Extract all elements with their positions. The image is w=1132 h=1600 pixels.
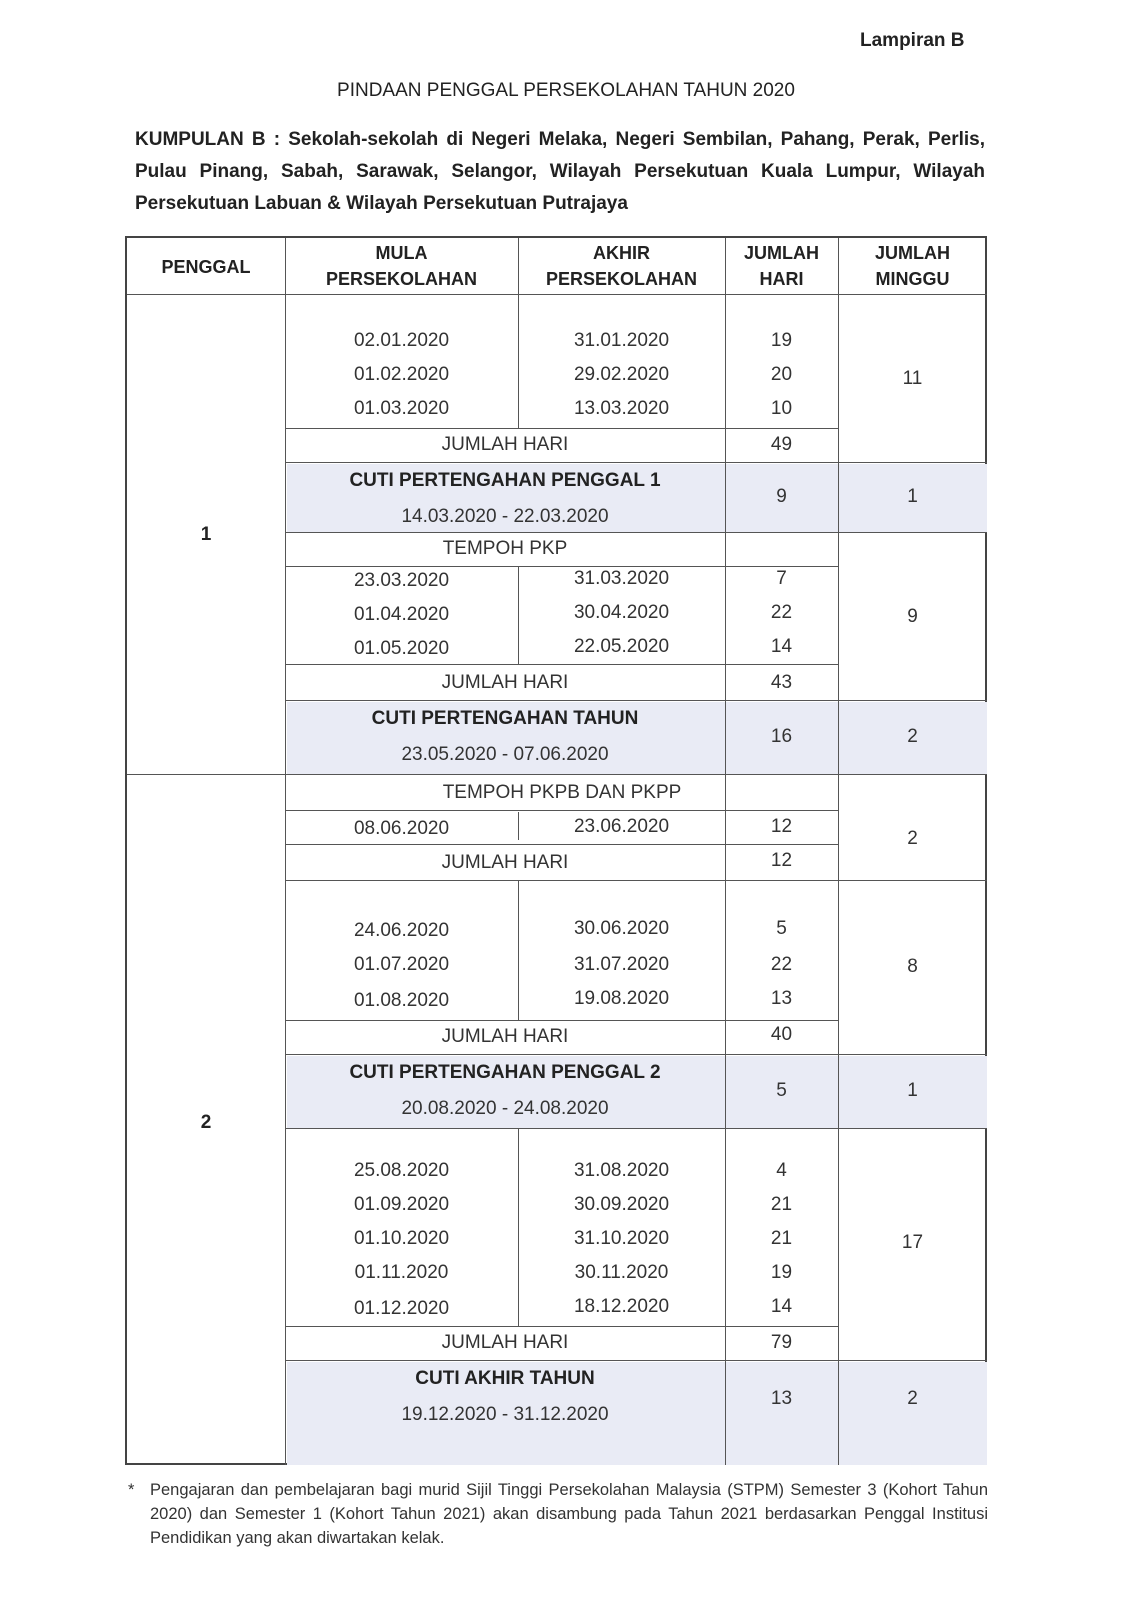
header-mula-line2: PERSEKOLAHAN: [325, 269, 477, 289]
cuti-from: 14.03.2020: [401, 506, 497, 527]
penggal-rule: [127, 774, 987, 775]
jumlah-hari-total: 43: [770, 672, 793, 693]
cuti-title: CUTI PERTENGAHAN PENGGAL 2: [349, 1062, 661, 1083]
cuti-minggu: 2: [907, 1388, 918, 1409]
cuti-dates: [285, 738, 725, 772]
date-mula: 01.07.2020: [353, 954, 450, 975]
date-mula: 24.06.2020: [353, 920, 450, 941]
hari-value: 14: [770, 636, 793, 657]
document-title: PINDAAN PENGGAL PERSEKOLAHAN TAHUN 2020: [337, 80, 795, 101]
jumlah-minggu-value: 17: [901, 1232, 924, 1253]
date-mula: 01.12.2020: [353, 1298, 450, 1319]
date-mula: 01.02.2020: [353, 364, 450, 385]
cuti-hari: 5: [776, 1080, 787, 1101]
date-akhir: 31.10.2020: [573, 1228, 670, 1249]
penggal-2-label: 2: [200, 1112, 212, 1133]
hari-value: 20: [770, 364, 793, 385]
hari-value: 22: [770, 954, 793, 975]
date-mula: 08.06.2020: [353, 818, 450, 839]
cuti-dash: -: [501, 506, 509, 527]
date-akhir: 30.11.2020: [574, 1262, 669, 1283]
date-akhir: 29.02.2020: [573, 364, 670, 385]
cuti-from: 23.05.2020: [401, 744, 497, 765]
cuti-dates: [285, 1092, 725, 1126]
cuti-to: 22.03.2020: [513, 506, 609, 527]
date-mula: 25.08.2020: [353, 1160, 450, 1181]
footnote: [128, 1478, 988, 1550]
cuti-dash: -: [501, 1098, 509, 1119]
date-akhir: 30.04.2020: [573, 602, 670, 623]
footnote-asterisk: *: [128, 1481, 135, 1499]
date-mula: 01.09.2020: [353, 1194, 450, 1215]
header-minggu-line1: JUMLAH: [875, 243, 950, 263]
header-hari-line2: HARI: [759, 269, 804, 289]
jumlah-hari-label: JUMLAH HARI: [441, 1332, 569, 1353]
header-mula-line1: MULA: [375, 243, 428, 263]
hari-value: 5: [776, 918, 787, 939]
cuti-from: 19.12.2020: [401, 1404, 497, 1425]
jumlah-hari-label: JUMLAH HARI: [441, 852, 569, 873]
jumlah-hari-total: 40: [770, 1024, 793, 1045]
hari-value: 21: [770, 1228, 793, 1249]
cuti-title: CUTI PERTENGAHAN PENGGAL 1: [349, 470, 661, 491]
hari-value: 12: [770, 816, 793, 837]
footnote-text: Pengajaran dan pembelajaran bagi murid Sijil Tinggi Persekolahan Malaysia (STPM) Semester 3 (Kohort Tahun 2020) dan Semester 1 (Kohort Tahun 2021) akan disambung pada Tahun 2021 berdasarkan Penggal Institusi Pendidikan yang akan diwartakan kelak.: [150, 1481, 988, 1547]
header-minggu-line2: MINGGU: [875, 269, 950, 289]
cuti-to: 24.08.2020: [513, 1098, 609, 1119]
date-mula: 01.05.2020: [353, 638, 450, 659]
cuti-dash: -: [501, 1404, 509, 1425]
hari-value: 10: [770, 398, 793, 419]
hari-value: 22: [770, 602, 793, 623]
hari-value: 13: [770, 988, 793, 1009]
date-akhir: 30.06.2020: [573, 918, 670, 939]
cuti-title: CUTI PERTENGAHAN TAHUN: [371, 708, 639, 729]
date-akhir: 31.08.2020: [573, 1160, 670, 1181]
date-akhir: 30.09.2020: [573, 1194, 670, 1215]
header-jumlah-minggu: [838, 240, 987, 292]
header-jumlah-hari: [725, 240, 838, 292]
date-akhir: 22.05.2020: [573, 636, 670, 657]
row-rule: [285, 1054, 987, 1055]
row-rule: [285, 1128, 987, 1129]
header-penggal: PENGGAL: [161, 257, 251, 277]
cuti-minggu: 1: [907, 486, 918, 507]
jumlah-hari-total: 12: [770, 850, 793, 871]
cuti-title: CUTI AKHIR TAHUN: [415, 1368, 595, 1389]
jumlah-minggu-value: 2: [907, 828, 918, 849]
date-akhir: 18.12.2020: [573, 1296, 670, 1317]
date-akhir: 13.03.2020: [573, 398, 670, 419]
jumlah-hari-total: 79: [770, 1332, 793, 1353]
cuti-dates: [285, 500, 725, 534]
header-akhir: [518, 240, 725, 292]
kumpulan-description: KUMPULAN B : Sekolah-sekolah di Negeri Melaka, Negeri Sembilan, Pahang, Perak, Perlis, Pulau Pinang, Sabah, Sarawak, Selangor, Wilayah Persekutuan Kuala Lumpur, Wilayah Persekutuan Labuan & Wilayah Persekutuan Putrajaya: [135, 129, 985, 214]
hari-value: 7: [776, 568, 787, 589]
date-akhir: 31.01.2020: [573, 330, 670, 351]
cuti-dates: [285, 1398, 725, 1432]
cuti-minggu: 2: [907, 726, 918, 747]
header-akhir-line2: PERSEKOLAHAN: [545, 269, 697, 289]
hari-value: 19: [770, 1262, 793, 1283]
header-rule: [127, 294, 987, 295]
date-akhir: 31.07.2020: [573, 954, 670, 975]
jumlah-minggu-value: 11: [902, 368, 923, 389]
cuti-minggu: 1: [907, 1080, 918, 1101]
schedule-table: [125, 236, 987, 1465]
row-rule: [285, 700, 987, 701]
tempoh-title: TEMPOH PKPB DAN PKPP: [442, 782, 682, 803]
hari-value: 19: [770, 330, 793, 351]
date-mula: 23.03.2020: [353, 570, 450, 591]
cuti-hari: 13: [770, 1388, 793, 1409]
hari-value: 21: [770, 1194, 793, 1215]
date-akhir: 23.06.2020: [573, 816, 670, 837]
date-mula: 01.10.2020: [353, 1228, 450, 1249]
row-rule: [285, 880, 987, 881]
date-mula: 01.04.2020: [353, 604, 450, 625]
tempoh-title: TEMPOH PKP: [442, 538, 568, 559]
date-akhir: 19.08.2020: [573, 988, 670, 1009]
header-mula: [285, 240, 518, 292]
header-akhir-line1: AKHIR: [593, 243, 650, 263]
hari-value: 4: [776, 1160, 787, 1181]
cuti-hari: 9: [776, 486, 787, 507]
jumlah-minggu-value: 9: [907, 606, 918, 627]
jumlah-hari-label: JUMLAH HARI: [441, 672, 569, 693]
lampiran-label: Lampiran B: [860, 30, 965, 51]
header-hari-line1: JUMLAH: [744, 243, 819, 263]
row-rule: [285, 462, 987, 463]
cuti-to: 07.06.2020: [513, 744, 609, 765]
hari-value: 14: [770, 1296, 793, 1317]
penggal-1-label: 1: [200, 524, 212, 545]
cuti-from: 20.08.2020: [401, 1098, 497, 1119]
cuti-hari: 16: [770, 726, 793, 747]
row-rule: [285, 1360, 987, 1361]
date-mula: 01.03.2020: [353, 398, 450, 419]
jumlah-hari-label: JUMLAH HARI: [441, 1026, 569, 1047]
date-mula: 02.01.2020: [353, 330, 450, 351]
cuti-to: 31.12.2020: [513, 1404, 609, 1425]
jumlah-hari-label: JUMLAH HARI: [441, 434, 569, 455]
date-mula: 01.08.2020: [353, 990, 450, 1011]
jumlah-hari-total: 49: [770, 434, 793, 455]
date-mula: 01.11.2020: [354, 1262, 449, 1283]
cuti-dash: -: [501, 744, 509, 765]
date-akhir: 31.03.2020: [573, 568, 670, 589]
jumlah-minggu-value: 8: [907, 956, 918, 977]
